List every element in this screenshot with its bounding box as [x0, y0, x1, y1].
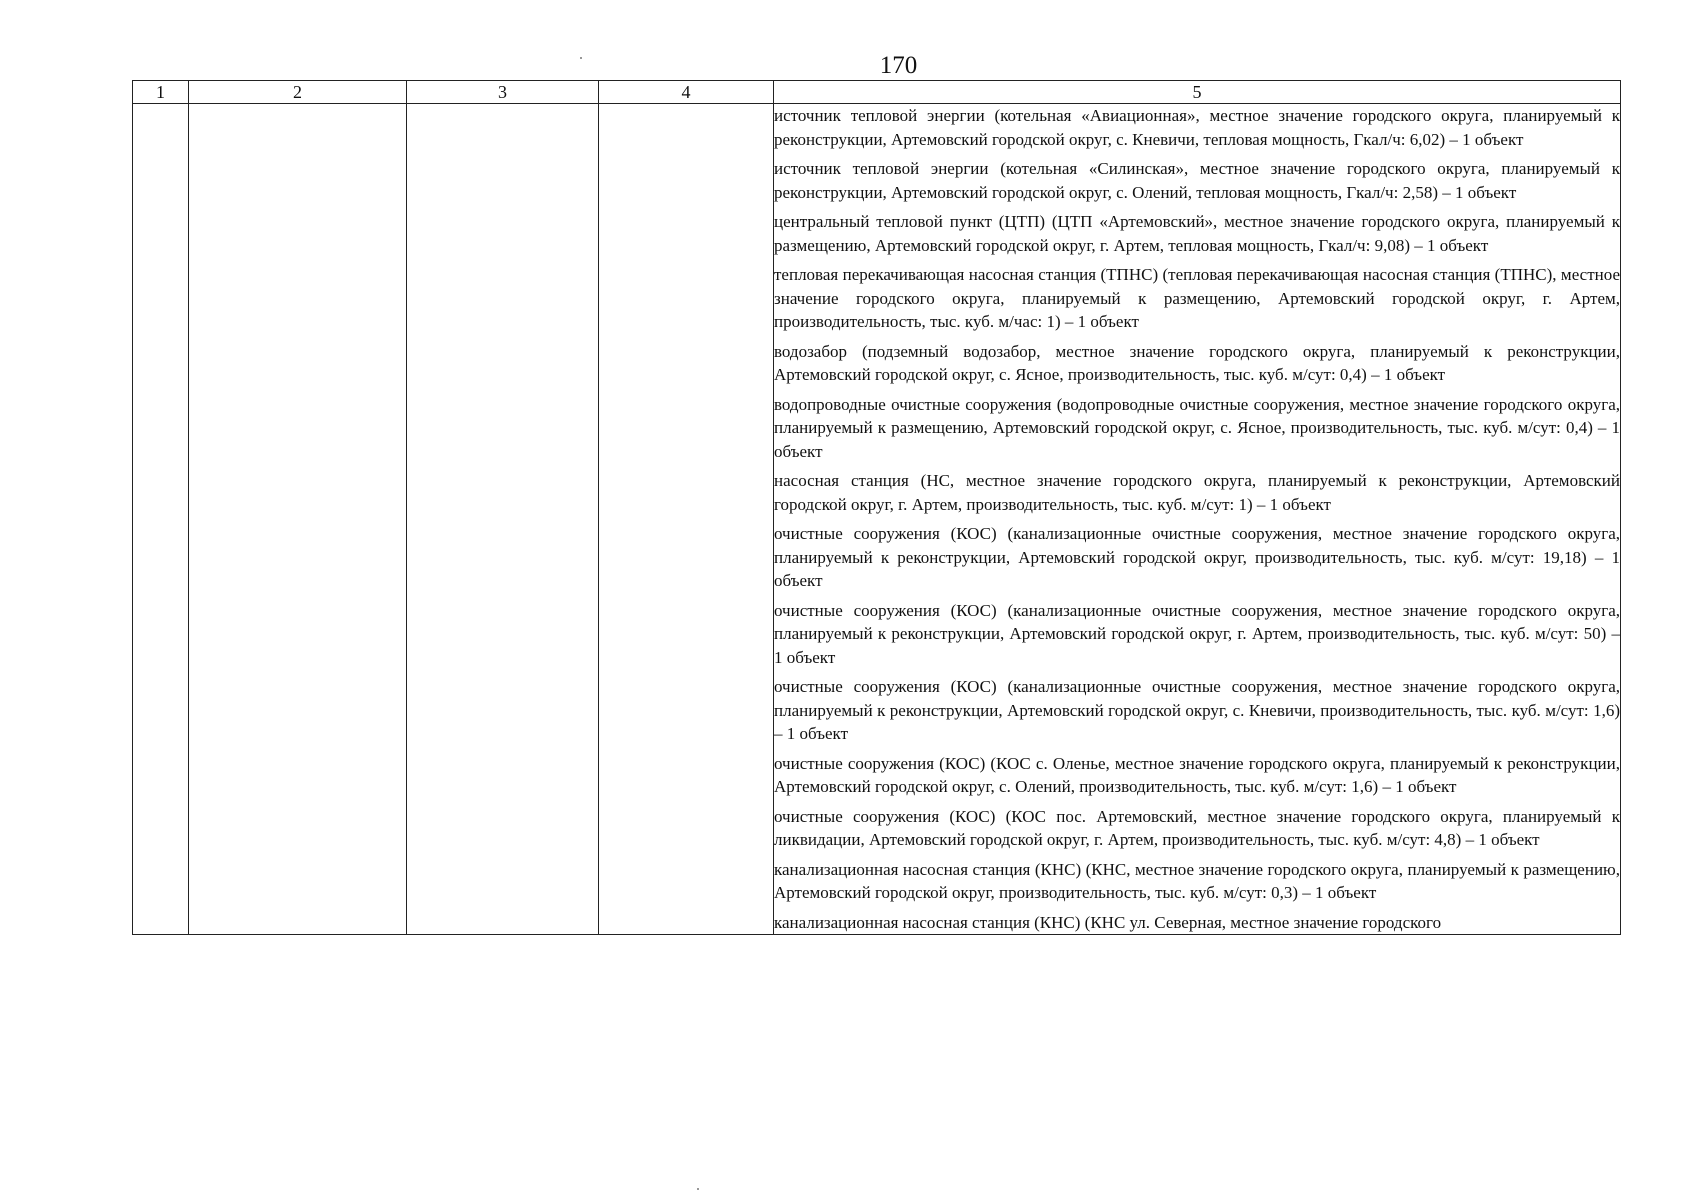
- object-entry: источник тепловой энергии (котельная «Авиационная», местное значение городского округа, планируемый к реконструкции, Артемовский городской округ, с. Кневичи, тепловая мощность, Гкал/ч: 6,02) – 1 объект: [774, 106, 1620, 149]
- object-entry: водозабор (подземный водозабор, местное значение городского округа, планируемый к реконструкции, Артемовский городской округ, с. Ясное, производительность, тыс. куб. м/сут: 0,4) – 1 объект: [774, 341, 1620, 384]
- object-entry: канализационная насосная станция (КНС) (КНС ул. Северная, местное значение городского: [774, 912, 1442, 932]
- object-entry: канализационная насосная станция (КНС) (КНС, местное значение городского округа, планируемый к размещению, Артемовский городской округ, производительность, тыс. куб. м/сут: 0,3) – 1 объект: [774, 859, 1620, 902]
- object-entry: очистные сооружения (КОС) (КОС с. Оленье, местное значение городского округа, планируемый к реконструкции, Артемовский городской округ, с. Олений, производительность, тыс. куб. м/сут: 1,6) – 1 объект: [774, 753, 1620, 796]
- header-cell-1: 1: [133, 81, 189, 104]
- header-cell-2: 2: [189, 81, 407, 104]
- object-entry: насосная станция (НС, местное значение городского округа, планируемый к реконструкции, Артемовский городской округ, г. Артем, производительность, тыс. куб. м/сут: 1) – 1 объект: [774, 471, 1620, 514]
- cell-col-2: [189, 104, 407, 935]
- document-table: [132, 80, 1621, 935]
- cell-col-1: [133, 104, 189, 935]
- page-number: 170: [879, 52, 918, 79]
- cell-col-5: [774, 104, 1621, 935]
- object-entry: очистные сооружения (КОС) (КОС пос. Артемовский, местное значение городского округа, планируемый к ликвидации, Артемовский городской округ, г. Артем, производительность, тыс. куб. м/сут: 4,8) – 1 объект: [774, 806, 1620, 849]
- cell-col-4: [599, 104, 774, 935]
- object-entry: очистные сооружения (КОС) (канализационные очистные сооружения, местное значение городского округа, планируемый к реконструкции, Артемовский городской округ, с. Кневичи, производительность, тыс. куб. м/сут: 1,6) – 1 объект: [774, 677, 1620, 743]
- table-row: [133, 104, 1621, 935]
- object-entry: тепловая перекачивающая насосная станция (ТПНС) (тепловая перекачивающая насосная станция (ТПНС), местное значение городского округа, планируемый к размещению, Артемовский городской округ, г. Артем, производительность, тыс. куб. м/час: 1) – 1 объект: [774, 265, 1620, 331]
- header-row: [133, 81, 1621, 104]
- header-cell-3: 3: [407, 81, 599, 104]
- object-entry: источник тепловой энергии (котельная «Силинская», местное значение городского округа, планируемый к реконструкции, Артемовский городской округ, с. Олений, тепловая мощность, Гкал/ч: 2,58) – 1 объект: [774, 159, 1620, 202]
- scan-speck: [697, 1188, 699, 1190]
- object-entry: центральный тепловой пункт (ЦТП) (ЦТП «Артемовский», местное значение городского округа, планируемый к размещению, Артемовский городской округ, г. Артем, тепловая мощность, Гкал/ч: 9,08) – 1 объект: [774, 212, 1620, 255]
- object-entry: очистные сооружения (КОС) (канализационные очистные сооружения, местное значение городского округа, планируемый к реконструкции, Артемовский городской округ, производительность, тыс. куб. м/сут: 19,18) – 1 объект: [774, 524, 1620, 590]
- object-entry: очистные сооружения (КОС) (канализационные очистные сооружения, местное значение городского округа, планируемый к реконструкции, Артемовский городской округ, г. Артем, производительность, тыс. куб. м/сут: 50) – 1 объект: [774, 600, 1620, 667]
- cell-col-3: [407, 104, 599, 935]
- header-cell-5: 5: [774, 81, 1621, 104]
- object-entry: водопроводные очистные сооружения (водопроводные очистные сооружения, местное значение городского округа, планируемый к размещению, Артемовский городской округ, с. Ясное, производительность, тыс. куб. м/сут: 0,4) – 1 объект: [774, 394, 1620, 461]
- header-cell-4: 4: [599, 81, 774, 104]
